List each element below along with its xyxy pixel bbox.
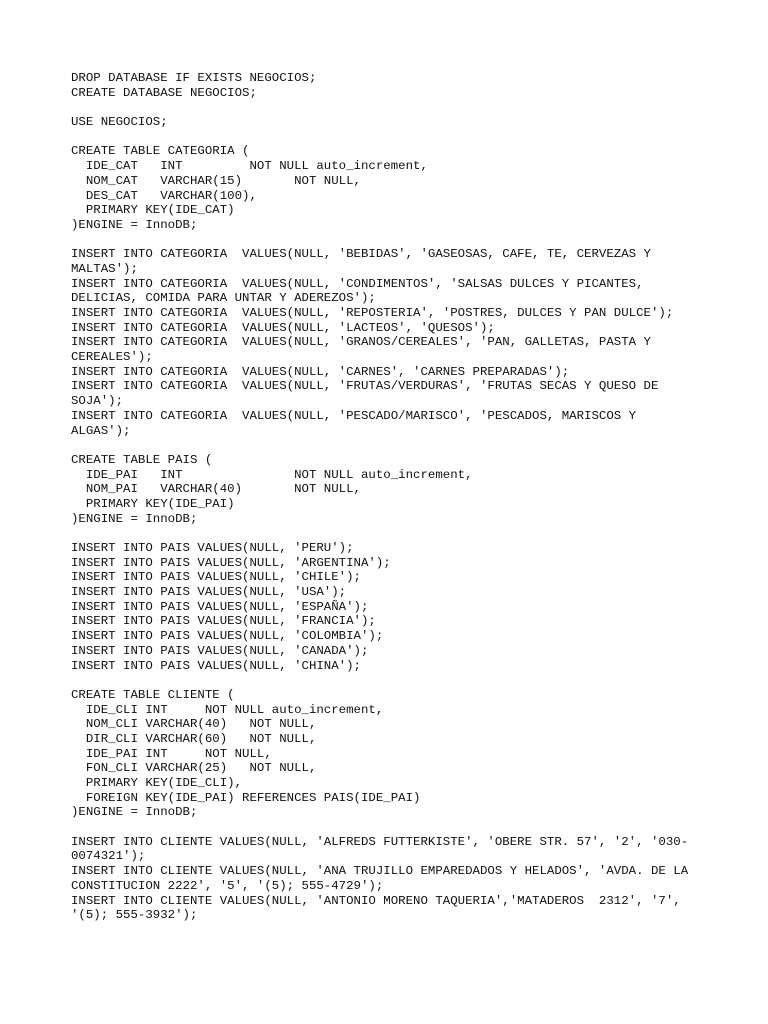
code-line: FON_CLI VARCHAR(25) NOT NULL, — [71, 761, 317, 776]
code-line: NOM_CAT VARCHAR(15) NOT NULL, — [71, 173, 361, 188]
code-line — [71, 820, 711, 835]
code-line: PRIMARY KEY(IDE_PAI) — [71, 496, 235, 511]
code-line: INSERT INTO CLIENTE VALUES(NULL, 'ANA TRUJILLO EMPAREDADOS Y HELADOS', 'AVDA. DE LA — [71, 864, 689, 879]
code-line: INSERT INTO CATEGORIA VALUES(NULL, 'CARNES', 'CARNES PREPARADAS'); — [71, 364, 570, 379]
code-line: DELICIAS, COMIDA PARA UNTAR Y ADEREZOS'); — [71, 291, 376, 306]
code-line: INSERT INTO CATEGORIA VALUES(NULL, 'BEBIDAS', 'GASEOSAS, CAFE, TE, CERVEZAS Y — [71, 247, 651, 262]
code-line: DROP DATABASE IF EXISTS NEGOCIOS; — [71, 71, 317, 85]
code-line: INSERT INTO PAIS VALUES(NULL, 'ARGENTINA'); — [71, 555, 391, 570]
code-line: IDE_PAI INT NOT NULL auto_increment, — [71, 467, 473, 482]
code-line: NOM_PAI VARCHAR(40) NOT NULL, — [71, 482, 361, 497]
code-line: INSERT INTO PAIS VALUES(NULL, 'CHINA'); — [71, 658, 361, 673]
code-line — [71, 130, 711, 145]
code-line: PRIMARY KEY(IDE_CLI), — [71, 776, 243, 790]
code-line — [71, 100, 711, 115]
code-line: IDE_CAT INT NOT NULL auto_increment, — [71, 159, 428, 174]
code-line — [71, 438, 711, 453]
code-line — [71, 673, 711, 688]
code-line: INSERT INTO CATEGORIA VALUES(NULL, 'REPOSTERIA', 'POSTRES, DULCES Y PAN DULCE'); — [71, 306, 674, 320]
code-line: INSERT INTO PAIS VALUES(NULL, 'CANADA'); — [71, 643, 369, 658]
code-line — [71, 526, 711, 541]
code-line: )ENGINE = InnoDB; — [71, 805, 198, 820]
code-line: INSERT INTO PAIS VALUES(NULL, 'USA'); — [71, 585, 347, 600]
code-line: NOM_CLI VARCHAR(40) NOT NULL, — [71, 717, 317, 732]
document-page — [71, 71, 711, 923]
code-line: CREATE TABLE PAIS ( — [71, 452, 213, 467]
code-line: )ENGINE = InnoDB; — [71, 511, 198, 526]
code-line: INSERT INTO CATEGORIA VALUES(NULL, 'CONDIMENTOS', 'SALSAS DULCES Y PICANTES, — [71, 276, 644, 291]
code-line — [71, 233, 711, 248]
code-line: INSERT INTO CLIENTE VALUES(NULL, 'ANTONIO MORENO TAQUERIA','MATADEROS 2312', '7', — [71, 893, 681, 908]
code-line: CREATE TABLE CLIENTE ( — [71, 687, 235, 702]
code-line: '(5); 555-3932'); — [71, 908, 198, 923]
code-line: IDE_PAI INT NOT NULL, — [71, 746, 272, 761]
code-line: DES_CAT VARCHAR(100), — [71, 188, 257, 203]
code-line: FOREIGN KEY(IDE_PAI) REFERENCES PAIS(IDE_PAI) — [71, 790, 421, 805]
code-line: INSERT INTO CATEGORIA VALUES(NULL, 'FRUTAS/VERDURAS', 'FRUTAS SECAS Y QUESO DE — [71, 379, 659, 394]
code-line: USE NEGOCIOS; — [71, 115, 168, 130]
code-line: INSERT INTO CLIENTE VALUES(NULL, 'ALFREDS FUTTERKISTE', 'OBERE STR. 57', '2', '030- — [71, 834, 689, 849]
code-line: CEREALES'); — [71, 350, 153, 365]
code-line: )ENGINE = InnoDB; — [71, 217, 198, 232]
code-line: INSERT INTO CATEGORIA VALUES(NULL, 'PESCADO/MARISCO', 'PESCADOS, MARISCOS Y — [71, 408, 637, 423]
code-line: MALTAS'); — [71, 261, 138, 276]
code-line: INSERT INTO PAIS VALUES(NULL, 'COLOMBIA'); — [71, 629, 384, 644]
code-line: CREATE DATABASE NEGOCIOS; — [71, 85, 257, 100]
code-line: IDE_CLI INT NOT NULL auto_increment, — [71, 702, 384, 717]
code-line: ALGAS'); — [71, 423, 131, 438]
code-line: INSERT INTO PAIS VALUES(NULL, 'FRANCIA'); — [71, 614, 376, 629]
code-line: 0074321'); — [71, 849, 146, 864]
code-line: INSERT INTO CATEGORIA VALUES(NULL, 'GRANOS/CEREALES', 'PAN, GALLETAS, PASTA Y — [71, 335, 651, 350]
code-line: CONSTITUCION 2222', '5', '(5); 555-4729'); — [71, 878, 384, 893]
code-line: SOJA'); — [71, 394, 124, 409]
code-line: INSERT INTO PAIS VALUES(NULL, 'ESPAÑA'); — [71, 599, 369, 614]
code-line: INSERT INTO PAIS VALUES(NULL, 'CHILE'); — [71, 570, 361, 585]
code-line: CREATE TABLE CATEGORIA ( — [71, 144, 250, 159]
code-line: DIR_CLI VARCHAR(60) NOT NULL, — [71, 731, 317, 746]
code-line: INSERT INTO CATEGORIA VALUES(NULL, 'LACTEOS', 'QUESOS'); — [71, 320, 495, 335]
code-line: INSERT INTO PAIS VALUES(NULL, 'PERU'); — [71, 541, 354, 555]
code-line: PRIMARY KEY(IDE_CAT) — [71, 203, 235, 218]
